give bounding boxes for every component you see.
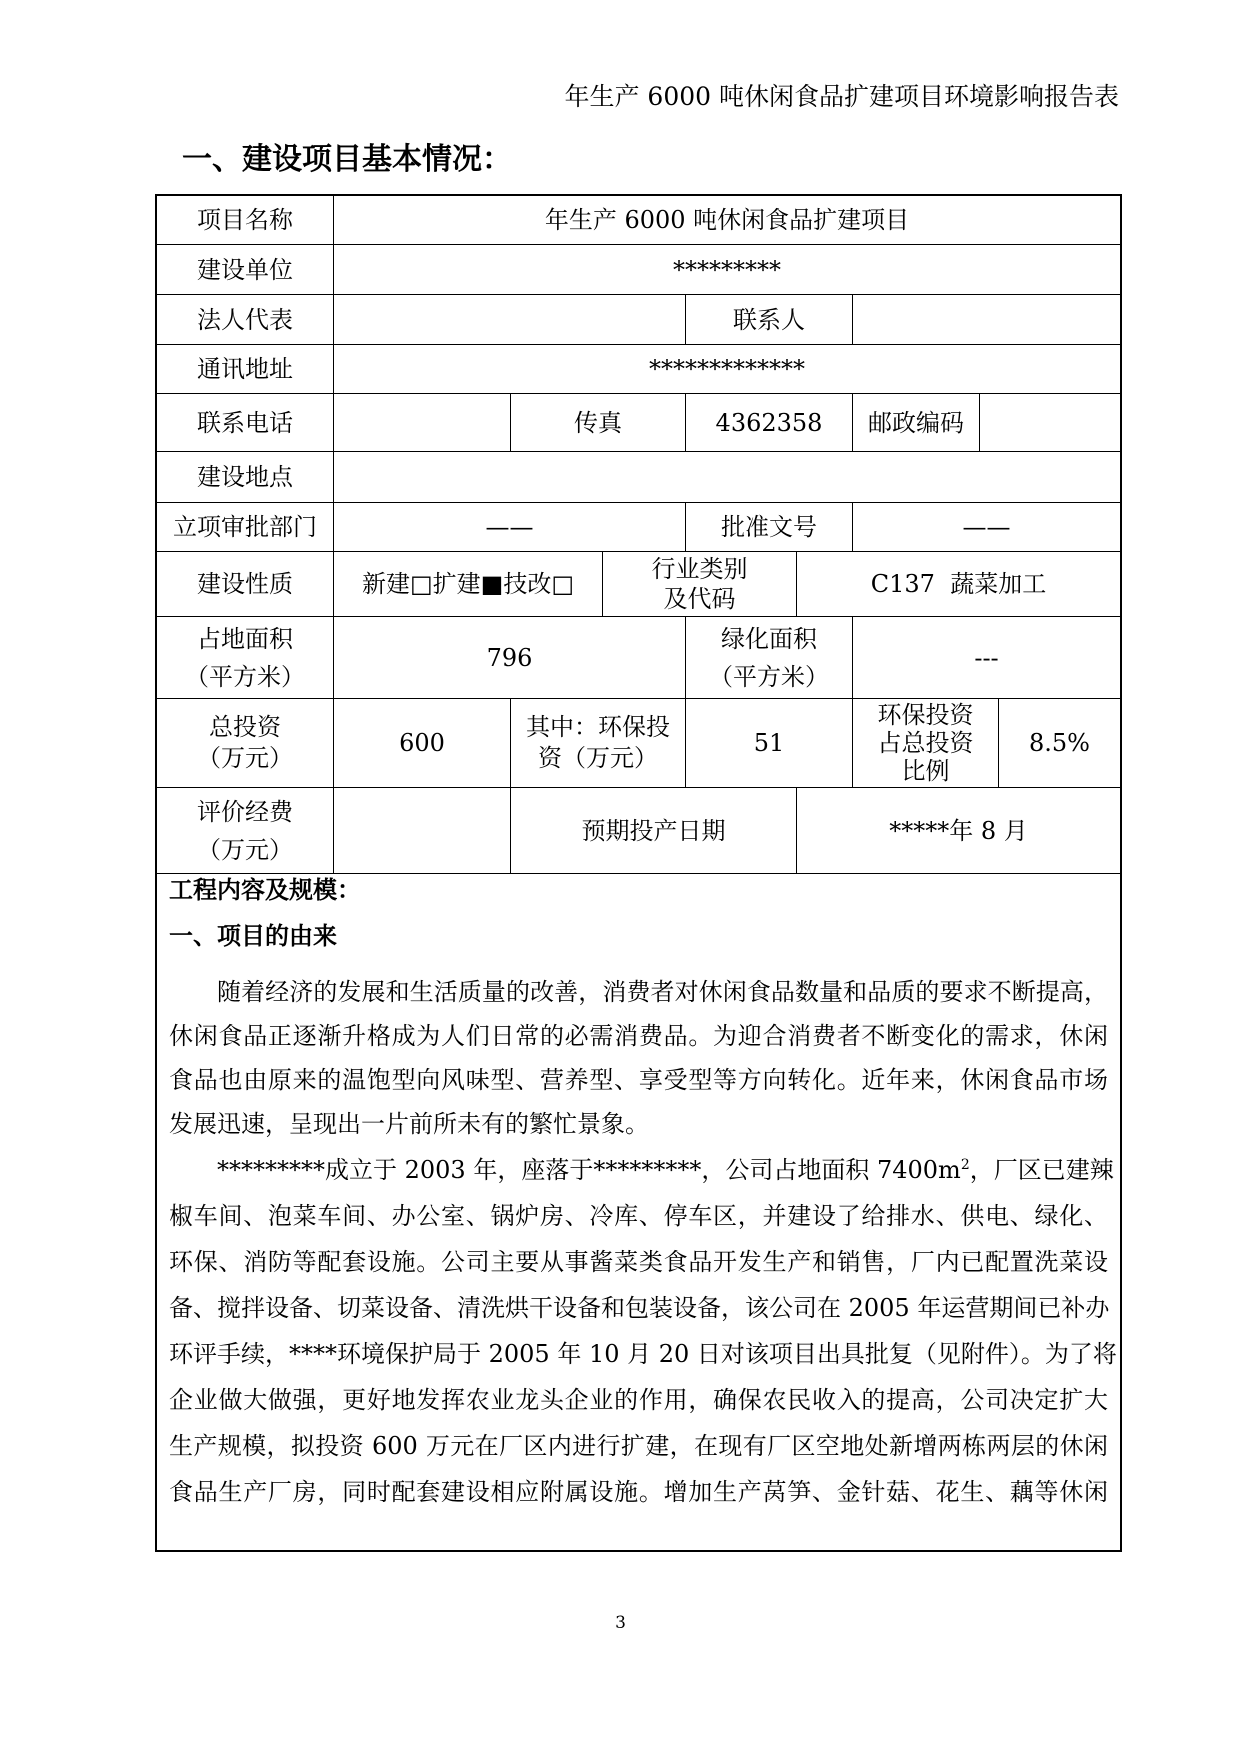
project-name-value: 年生产 6000 吨休闲食品扩建项目: [334, 196, 1120, 245]
para2-line: [169, 1154, 1114, 1186]
env-ratio-value: 8.5%: [999, 699, 1120, 788]
postcode-value: [980, 394, 1120, 452]
nature-value: 新建□扩建■技改□: [334, 552, 603, 617]
industry-label: [603, 552, 797, 617]
industry-label-line1: 行业类别: [651, 555, 748, 583]
eval-fee-value: [334, 788, 511, 874]
land-area-value: 796: [334, 617, 686, 699]
para1-line: 随着经济的发展和生活质量的改善，消费者对休闲食品数量和品质的要求不断提高，: [217, 978, 1108, 1006]
content-subheading: 一、项目的由来: [169, 921, 337, 950]
land-area-label: [157, 617, 334, 699]
total-invest-value: 600: [334, 699, 511, 788]
green-area-label-line1: 绿化面积: [721, 624, 817, 653]
builder-label: 建设单位: [157, 245, 334, 295]
site-value: [334, 452, 1120, 503]
phone-label: 联系电话: [157, 394, 334, 452]
para2-line: 生产规模，拟投资 600 万元在厂区内进行扩建，在现有厂区空地处新增两栋两层的休闲: [169, 1432, 1108, 1460]
env-ratio-label-line3: 比例: [901, 757, 950, 785]
para2-line: 企业做大做强，更好地发挥农业龙头企业的作用，确保农民收入的提高，公司决定扩大: [169, 1386, 1108, 1414]
env-invest-label-line1: 其中：环保投: [526, 713, 670, 741]
approval-no-value: ——: [853, 503, 1120, 552]
legal-rep-value: [334, 295, 686, 345]
para2-line: 食品生产厂房，同时配套建设相应附属设施。增加生产莴笋、金针菇、花生、藕等休闲: [169, 1478, 1108, 1506]
fax-value: 4362358: [686, 394, 853, 452]
project-name-label: 项目名称: [157, 196, 334, 245]
eval-fee-label: [157, 788, 334, 874]
superscript: 2: [960, 1157, 970, 1173]
para2-line: 环评手续，****环境保护局于 2005 年 10 月 20 日对该项目出具批复（见附件）。为了将: [169, 1340, 1117, 1368]
para2-line: 椒车间、泡菜车间、办公室、锅炉房、冷库、停车区，并建设了给排水、供电、绿化、: [169, 1202, 1108, 1230]
industry-label-line2: 及代码: [663, 585, 736, 613]
land-area-label-line1: 占地面积: [197, 624, 293, 653]
env-ratio-label-line2: 占总投资: [877, 729, 974, 757]
phone-value: [334, 394, 511, 452]
fax-label: 传真: [511, 394, 686, 452]
address-label: 通讯地址: [157, 345, 334, 394]
para2-line: 备、搅拌设备、切菜设备、清洗烘干设备和包装设备，该公司在 2005 年运营期间已补办: [169, 1294, 1110, 1322]
address-value: *************: [334, 345, 1120, 394]
postcode-label: 邮政编码: [853, 394, 980, 452]
approval-dept-label: 立项审批部门: [157, 503, 334, 552]
para1-line: 发展迅速，呈现出一片前所未有的繁忙景象。: [169, 1110, 649, 1138]
env-ratio-label: [853, 699, 999, 788]
eval-fee-label-line2: （万元）: [197, 835, 293, 864]
total-invest-label: [157, 699, 334, 788]
green-area-label: [686, 617, 853, 699]
eval-fee-label-line1: 评价经费: [197, 797, 293, 826]
builder-value: *********: [334, 245, 1120, 295]
site-label: 建设地点: [157, 452, 334, 503]
industry-value: C137 蔬菜加工: [797, 552, 1120, 617]
content-heading: 工程内容及规模：: [169, 875, 361, 904]
nature-label: 建设性质: [157, 552, 334, 617]
env-invest-label-line2: 资（万元）: [538, 744, 658, 772]
para2-first-text: *********成立于 2003 年，座落于*********，公司占地面积 7400m: [217, 1156, 961, 1184]
page-number: 3: [615, 1613, 626, 1633]
para1-line: 食品也由原来的温饱型向风味型、营养型、享受型等方向转化。近年来，休闲食品市场: [169, 1066, 1108, 1094]
para2-line: 环保、消防等配套设施。公司主要从事酱菜类食品开发生产和销售，厂内已配置洗菜设: [169, 1248, 1108, 1276]
start-date-label: 预期投产日期: [511, 788, 797, 874]
contact-label: 联系人: [686, 295, 853, 345]
env-invest-label: [511, 699, 686, 788]
start-date-value: *****年 8 月: [797, 788, 1120, 874]
env-invest-value: 51: [686, 699, 853, 788]
total-invest-label-line2: （万元）: [197, 744, 293, 772]
para1-line: 休闲食品正逐渐升格成为人们日常的必需消费品。为迎合消费者不断变化的需求，休闲: [169, 1022, 1108, 1050]
green-area-value: ---: [853, 617, 1120, 699]
land-area-label-line2: （平方米）: [185, 662, 305, 691]
contact-value: [853, 295, 1120, 345]
approval-dept-value: ——: [334, 503, 686, 552]
green-area-label-line2: （平方米）: [709, 662, 829, 691]
total-invest-label-line1: 总投资: [209, 713, 281, 741]
section-title: 一、建设项目基本情况：: [182, 142, 512, 177]
para2-first-text-end: ，厂区已建辣: [969, 1156, 1114, 1184]
legal-rep-label: 法人代表: [157, 295, 334, 345]
project-info-table: [155, 194, 1122, 1552]
approval-no-label: 批准文号: [686, 503, 853, 552]
env-ratio-label-line1: 环保投资: [877, 701, 974, 729]
running-header: 年生产 6000 吨休闲食品扩建项目环境影响报告表: [564, 82, 1119, 111]
